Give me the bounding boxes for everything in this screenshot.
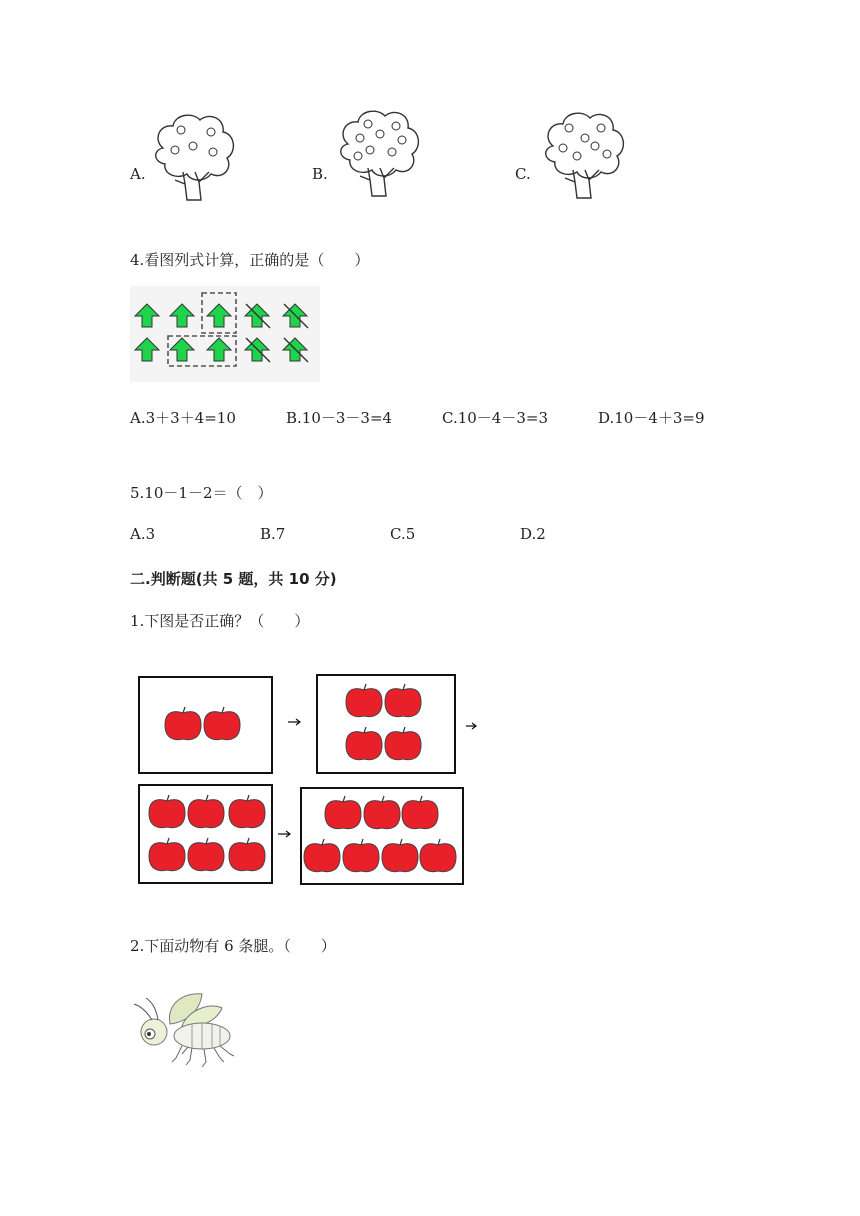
apple-tree-icon <box>535 108 630 203</box>
section-heading: 二.判断题(共 5 题，共 10 分) <box>130 570 337 588</box>
q4-option-c: C.10－4－3=3 <box>442 409 548 427</box>
q4-question: 4.看图列式计算，正确的是（ ） <box>130 251 370 269</box>
judge-q2: 2.下面动物有 6 条腿。（ ） <box>130 937 336 955</box>
apple-icon <box>325 796 361 829</box>
apple-icon <box>346 727 382 760</box>
apple-icon <box>382 839 418 872</box>
q5-option-a: A.3 <box>130 525 156 543</box>
apple-sequence-figure <box>130 668 480 888</box>
q4-option-b: B.10－3－3=4 <box>286 409 393 427</box>
option-b-label: B. <box>312 165 328 183</box>
apple-icon <box>346 684 382 717</box>
apple-icon <box>304 839 340 872</box>
q5-question: 5.10－1－2＝（ ） <box>130 484 273 502</box>
judge-q1: 1.下图是否正确？（ ） <box>130 612 310 630</box>
option-a-label: A. <box>130 165 146 183</box>
bee-icon <box>130 990 245 1070</box>
apple-tree-icon <box>330 106 425 201</box>
apple-icon <box>149 795 185 828</box>
apple-icon <box>188 795 224 828</box>
apple-icon <box>385 727 421 760</box>
arrow-figure <box>130 286 320 382</box>
apple-icon <box>204 707 240 740</box>
apple-icon <box>149 838 185 871</box>
apple-tree-icon <box>145 110 240 205</box>
apple-icon <box>385 684 421 717</box>
apple-icon <box>165 707 201 740</box>
q4-option-d: D.10－4＋3=9 <box>598 409 705 427</box>
option-c-label: C. <box>515 165 531 183</box>
apple-icon <box>364 796 400 829</box>
apple-icon <box>420 839 456 872</box>
apple-icon <box>343 839 379 872</box>
apple-icon <box>188 838 224 871</box>
q5-option-b: B.7 <box>260 525 286 543</box>
apple-icon <box>229 795 265 828</box>
apple-icon <box>402 796 438 829</box>
apple-icon <box>229 838 265 871</box>
q5-option-d: D.2 <box>520 525 546 543</box>
q5-option-c: C.5 <box>390 525 416 543</box>
q4-option-a: A.3＋3＋4=10 <box>130 409 236 427</box>
